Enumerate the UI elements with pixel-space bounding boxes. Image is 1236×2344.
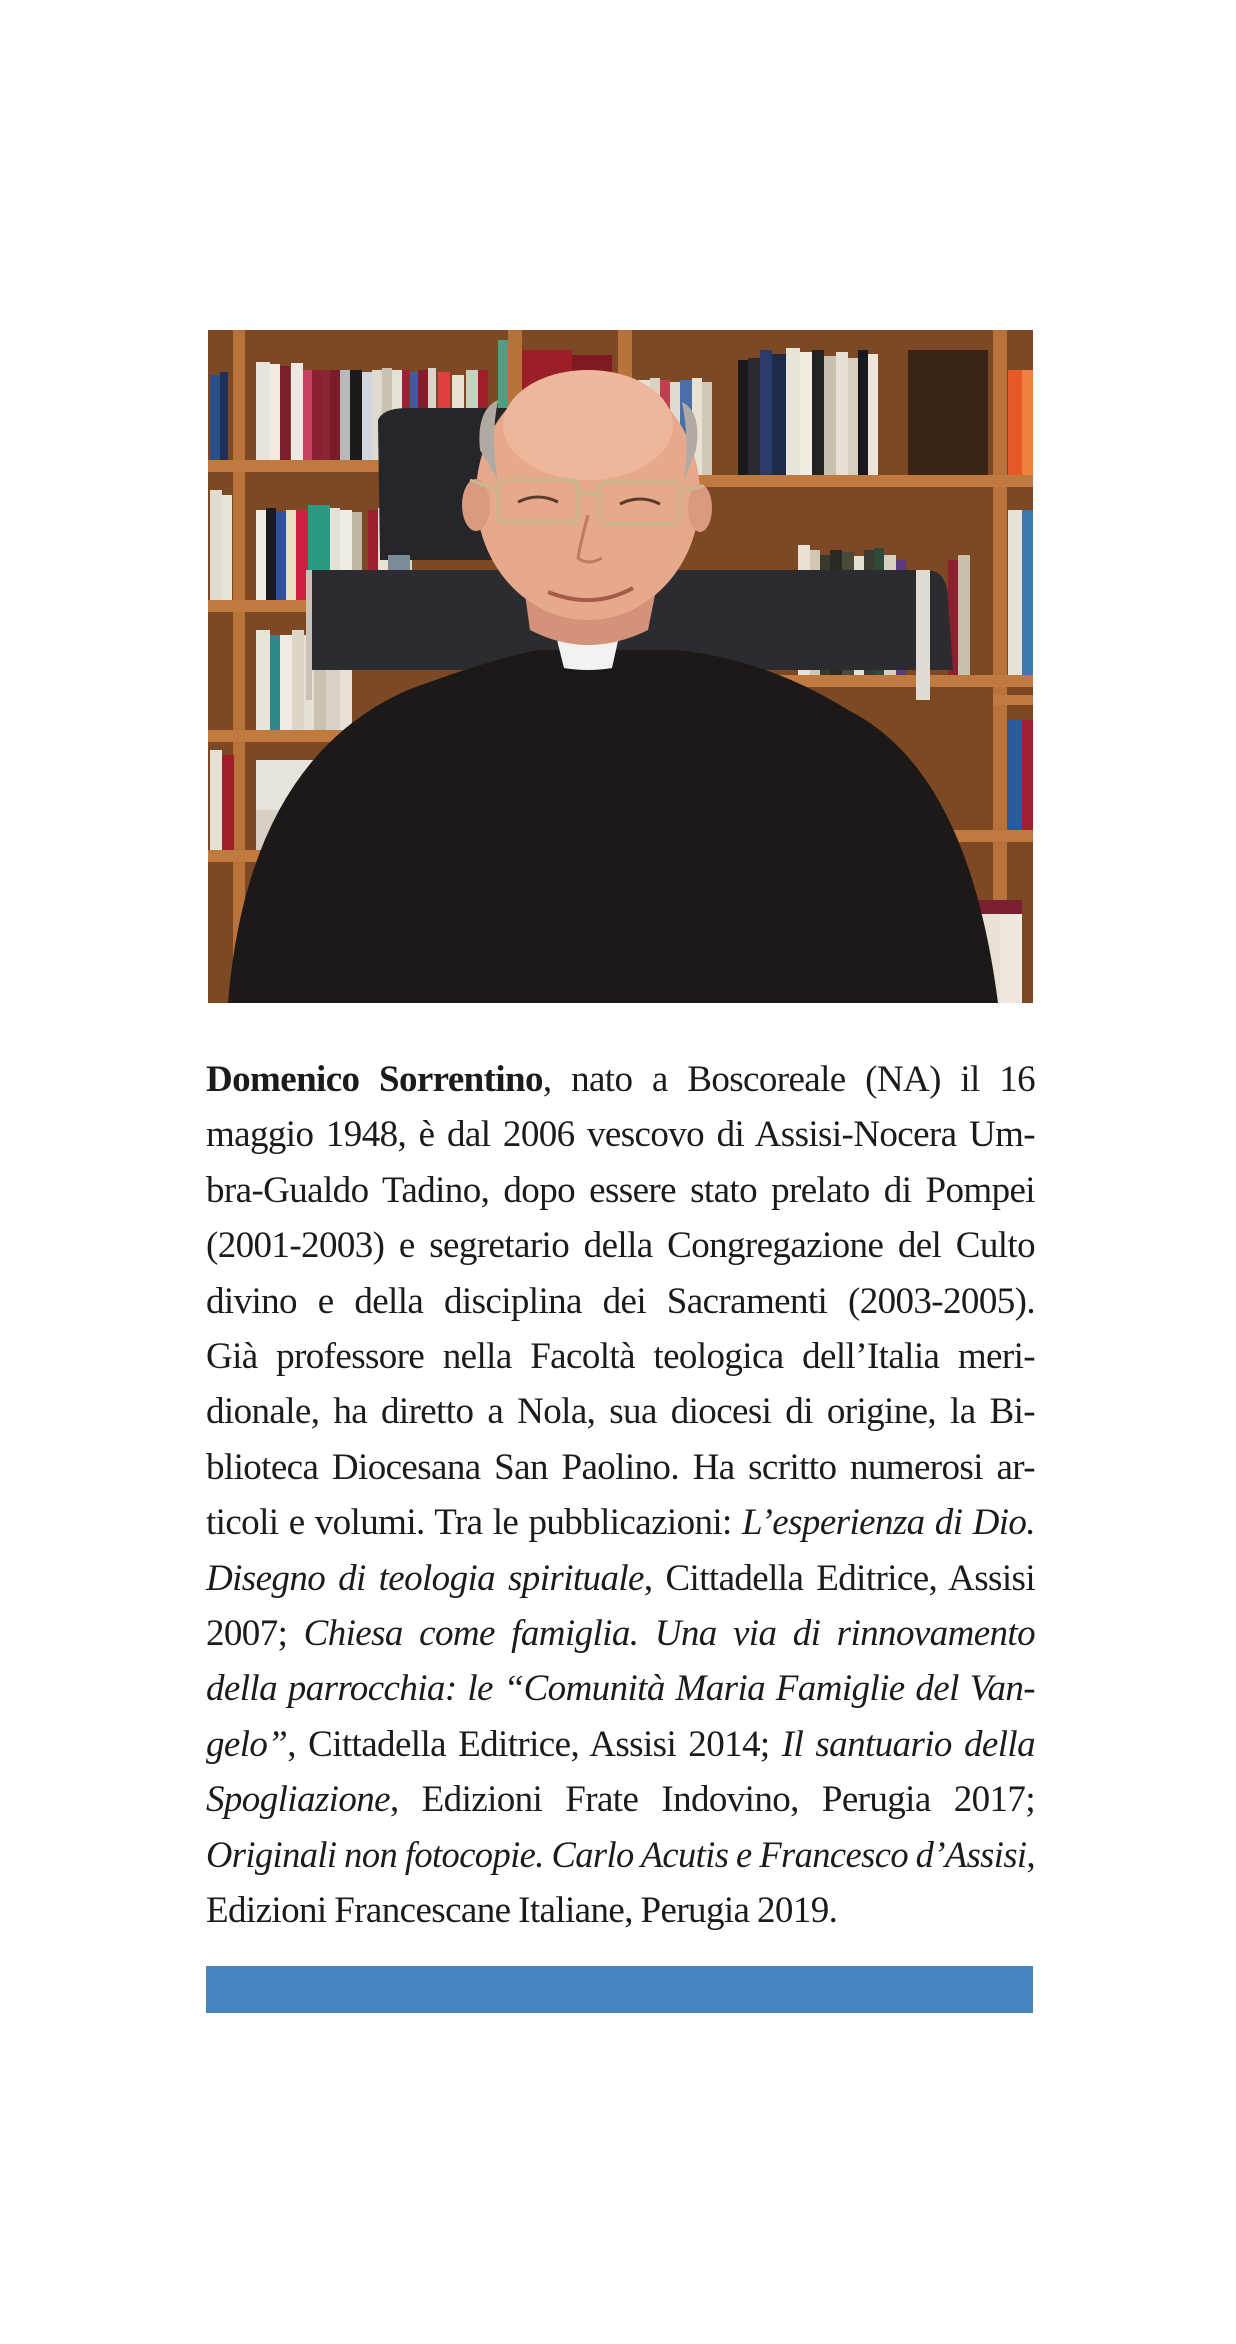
- author-biography: [206, 1052, 1035, 1938]
- bio-text: , Cittadella Editrice, Assisi: [643, 1557, 1035, 1599]
- book-title: gelo”: [206, 1723, 288, 1765]
- book-title: Chiesa come famiglia. Una via di rinnovamento: [303, 1612, 1035, 1654]
- bio-text: (2001-2003) e segretario della Congregazione del Culto: [206, 1225, 1035, 1267]
- bio-text: blioteca Diocesana San Paolino. Ha scritto numerosi ar-: [206, 1446, 1035, 1488]
- bio-line: [206, 1274, 1035, 1329]
- bio-text: 2007;: [206, 1612, 304, 1654]
- book-title: Disegno di teologia spirituale: [206, 1557, 644, 1599]
- accent-bar: [206, 1966, 1033, 2013]
- shelf-upright: [233, 330, 245, 1003]
- bio-line: [206, 1329, 1035, 1384]
- bio-line: [206, 1384, 1035, 1439]
- book-title: Il santuario della: [781, 1723, 1035, 1765]
- bio-text: maggio 1948, è dal 2006 vescovo di Assisi-Nocera Um-: [206, 1114, 1035, 1156]
- bio-line: [206, 1163, 1035, 1218]
- bio-text: ticoli e volumi. Tra le pubblicazioni:: [206, 1502, 742, 1544]
- book-title: Spogliazione: [206, 1779, 390, 1821]
- bio-text: bra-Gualdo Tadino, dopo essere stato prelato di Pompei: [206, 1169, 1035, 1211]
- bio-text: Edizioni Francescane Italiane, Perugia 2019.: [206, 1889, 838, 1931]
- bio-line: [206, 1717, 1035, 1772]
- bio-text: ,: [1026, 1834, 1035, 1876]
- author-portrait-photo: [208, 330, 1033, 1003]
- bio-line: [206, 1107, 1035, 1162]
- bio-text: Già professore nella Facoltà teologica dell’Italia meri-: [206, 1335, 1035, 1377]
- book-title: della parrocchia: le “Comunità Maria Famiglie del Van-: [206, 1668, 1035, 1710]
- bio-text: , Edizioni Frate Indovino, Perugia 2017;: [389, 1779, 1035, 1821]
- bio-line: [206, 1772, 1035, 1827]
- bio-line: [206, 1661, 1035, 1716]
- bio-line: [206, 1218, 1035, 1273]
- bio-line: [206, 1606, 1035, 1661]
- bio-text: dionale, ha diretto a Nola, sua diocesi di origine, la Bi-: [206, 1391, 1035, 1433]
- book-title: L’esperienza di Dio.: [741, 1502, 1035, 1544]
- book-title: Originali non fotocopie. Carlo Acutis e Francesco d’Assisi: [206, 1834, 1027, 1876]
- bio-text: , Cittadella Editrice, Assisi 2014;: [287, 1723, 782, 1765]
- portrait-illustration: [208, 330, 1033, 1003]
- bio-line: [206, 1495, 1035, 1550]
- author-name: Domenico Sorrentino: [206, 1059, 543, 1100]
- bio-line: [206, 1883, 1035, 1938]
- bio-line: [206, 1440, 1035, 1495]
- bio-line: [206, 1551, 1035, 1606]
- bio-text: , nato a Boscoreale (NA) il 16: [542, 1059, 1036, 1100]
- bio-line: [206, 1827, 1035, 1882]
- bio-line: [206, 1052, 1035, 1107]
- bio-text: divino e della disciplina dei Sacramenti (2003-2005).: [206, 1280, 1035, 1322]
